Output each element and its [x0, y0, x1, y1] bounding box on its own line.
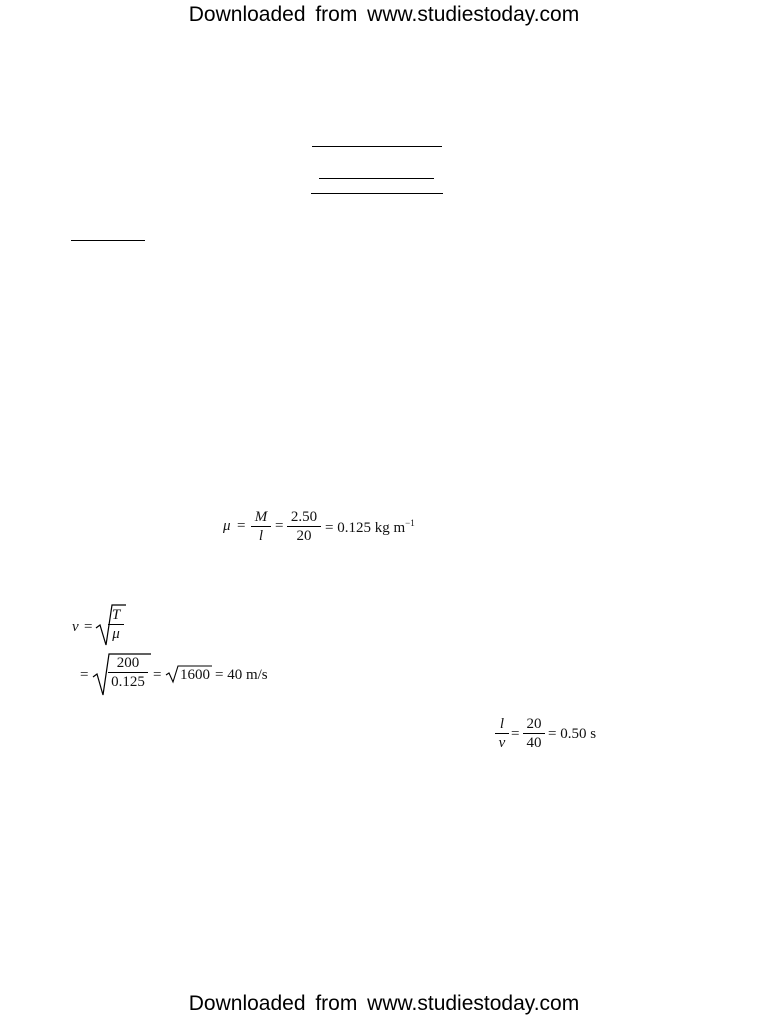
fraction-numerator: T — [108, 607, 124, 625]
fraction-tension-over-density — [108, 607, 124, 642]
fraction-values — [523, 716, 545, 751]
fraction-denominator: l — [258, 528, 264, 544]
equation-result: = 0.50 s — [548, 726, 597, 742]
fraction-denominator: v — [498, 735, 506, 751]
fraction-numerator: 200 — [108, 655, 148, 673]
exponent: −1 — [405, 518, 415, 528]
fraction-denominator: 40 — [526, 735, 542, 751]
equals-sign: = — [237, 518, 246, 534]
heading-underline-3 — [311, 193, 443, 194]
fraction-numerator: M — [251, 509, 271, 527]
mu-symbol: μ — [223, 518, 231, 534]
section-underline — [71, 240, 145, 241]
fraction-values — [108, 655, 148, 690]
equation-result: = 40 m/s — [215, 667, 268, 683]
fraction-length-over-speed — [495, 716, 509, 751]
fraction-denominator: 0.125 — [111, 674, 145, 690]
heading-underline-1 — [312, 146, 442, 147]
v-symbol: v — [72, 619, 79, 635]
equals-sign: = — [511, 726, 520, 742]
equals-sign: = — [84, 619, 93, 635]
fraction-numerator: 20 — [523, 716, 545, 734]
heading-underline-2 — [319, 178, 434, 179]
equals-sign: = — [80, 667, 89, 683]
fraction-values — [287, 509, 321, 544]
fraction-numerator: l — [495, 716, 509, 734]
fraction-numerator: 2.50 — [287, 509, 321, 527]
equals-sign: = — [275, 518, 284, 534]
equation-result: = 0.125 kg $m^{-1}$ — [325, 518, 415, 536]
fraction-mass-over-length — [251, 509, 271, 544]
fraction-denominator: μ — [112, 626, 120, 642]
radicand: 1600 — [180, 667, 210, 683]
header-watermark: Downloaded from www.studiestoday.com — [188, 3, 580, 26]
footer-watermark: Downloaded from www.studiestoday.com — [188, 992, 580, 1015]
equals-sign: = — [153, 667, 162, 683]
fraction-denominator: 20 — [296, 528, 312, 544]
